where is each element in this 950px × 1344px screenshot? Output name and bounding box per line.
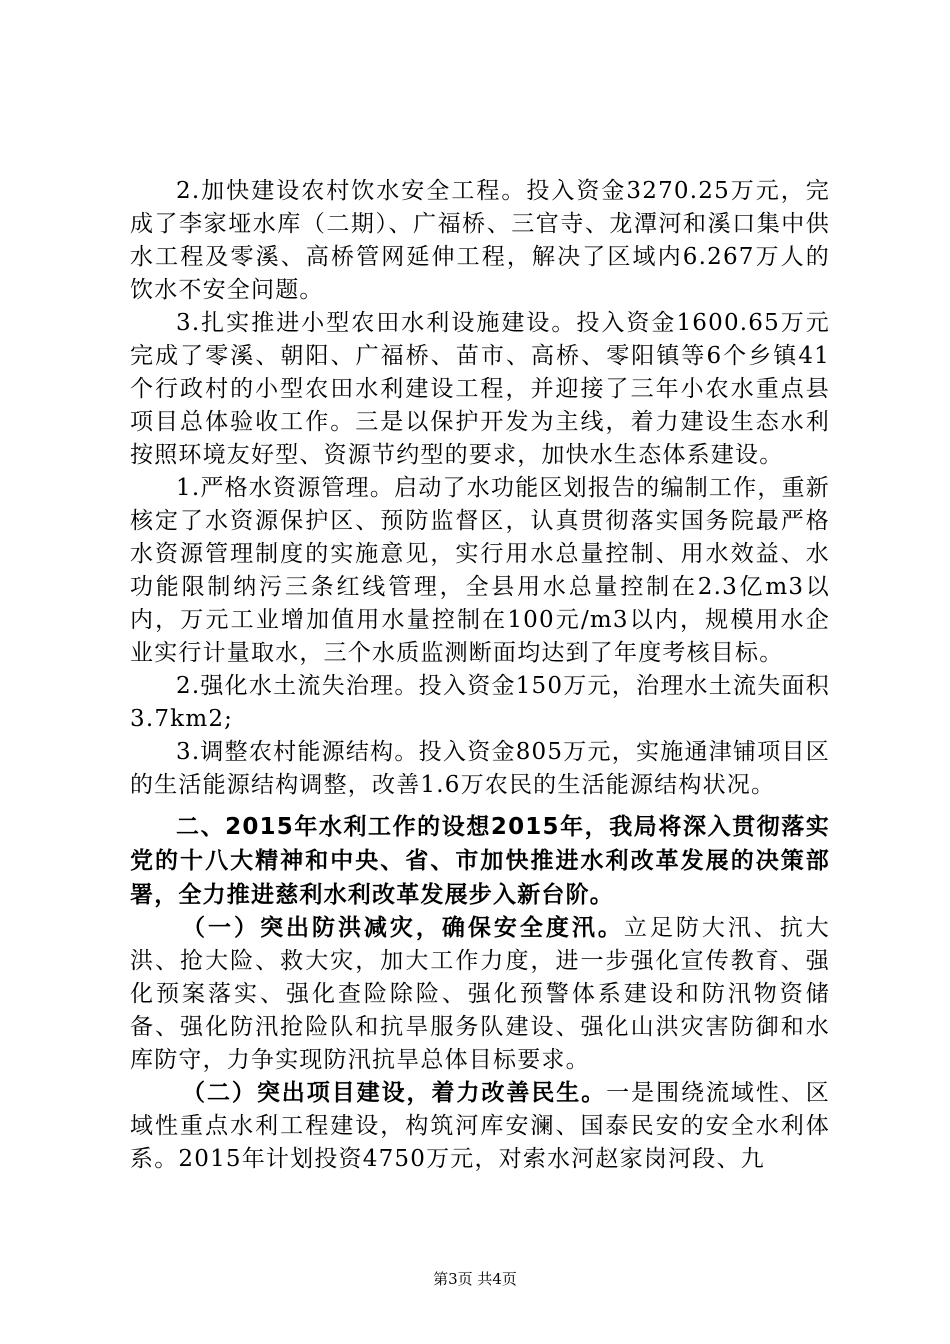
paragraph-farmland-irrigation: 3.扎实推进小型农田水利设施建设。投入资金1600.65万元完成了零溪、朝阳、广福桥、苗市、高桥、零阳镇等6个乡镇41个行政村的小型农田水利建设工程，并迎接了三年小农水重点县项目总体验收工作。三是以保护开发为主线，着力建设生态水利按照环境友好型、资源节约型的要求，加快水生态体系建设。 bbox=[130, 310, 830, 468]
paragraph-rural-energy: 3.调整农村能源结构。投入资金805万元，实施通津铺项目区的生活能源结构调整，改善1.6万农民的生活能源结构状况。 bbox=[130, 739, 830, 798]
paragraph-drinking-water: 2.加快建设农村饮水安全工程。投入资金3270.25万元，完成了李家垭水库（二期）、广福桥、三官寺、龙潭河和溪口集中供水工程及零溪、高桥管网延伸工程，解决了区域内6.267万人的饮水不安全问题。 bbox=[130, 178, 830, 303]
project-construction-text: 一是围绕流域性、区域性重点水利工程建设，构筑河库安澜、国泰民安的安全水利体系。2015年计划投资4750万元，对索水河赵家岗河段、九 bbox=[130, 1080, 830, 1172]
paragraph-soil-erosion: 2.强化水土流失治理。投入资金150万元，治理水土流失面积3.7km2; bbox=[130, 673, 830, 732]
paragraph-flood-control bbox=[130, 912, 830, 1077]
project-construction-lead: （二）突出项目建设，着力改善民生。 bbox=[182, 1080, 607, 1106]
section-heading-2015-plan: 二、2015年水利工作的设想2015年，我局将深入贯彻落实党的十八大精神和中央、省、市加快推进水利改革发展的决策部署，全力推进慈利水利改革发展步入新台阶。 bbox=[130, 814, 830, 908]
flood-control-text: 立足防大汛、抗大洪、抢大险、救大灾，加大工作力度，进一步强化宣传教育、强化预案落实、强化查险除险、强化预警体系建设和防汛物资储备、强化防汛抢险队和抗旱服务队建设、强化山洪灾害防御和水库防守，力争实现防汛抗旱总体目标要求。 bbox=[130, 915, 830, 1073]
paragraph-project-construction bbox=[130, 1077, 830, 1176]
flood-control-lead: （一）突出防洪减灾，确保安全度汛。 bbox=[182, 915, 624, 941]
paragraph-water-resource-management: 1.严格水资源管理。启动了水功能区划报告的编制工作，重新核定了水资源保护区、预防监督区，认真贯彻落实国务院最严格水资源管理制度的实施意见，实行用水总量控制、用水效益、水功能限制纳污三条红线管理，全县用水总量控制在2.3亿m3以内，万元工业增加值用水量控制在100元/m3以内，规模用水企业实行计量取水，三个水质监测断面均达到了年度考核目标。 bbox=[130, 475, 830, 666]
document-body bbox=[130, 175, 830, 1176]
page-footer: 第3页 共4页 bbox=[433, 1270, 517, 1288]
